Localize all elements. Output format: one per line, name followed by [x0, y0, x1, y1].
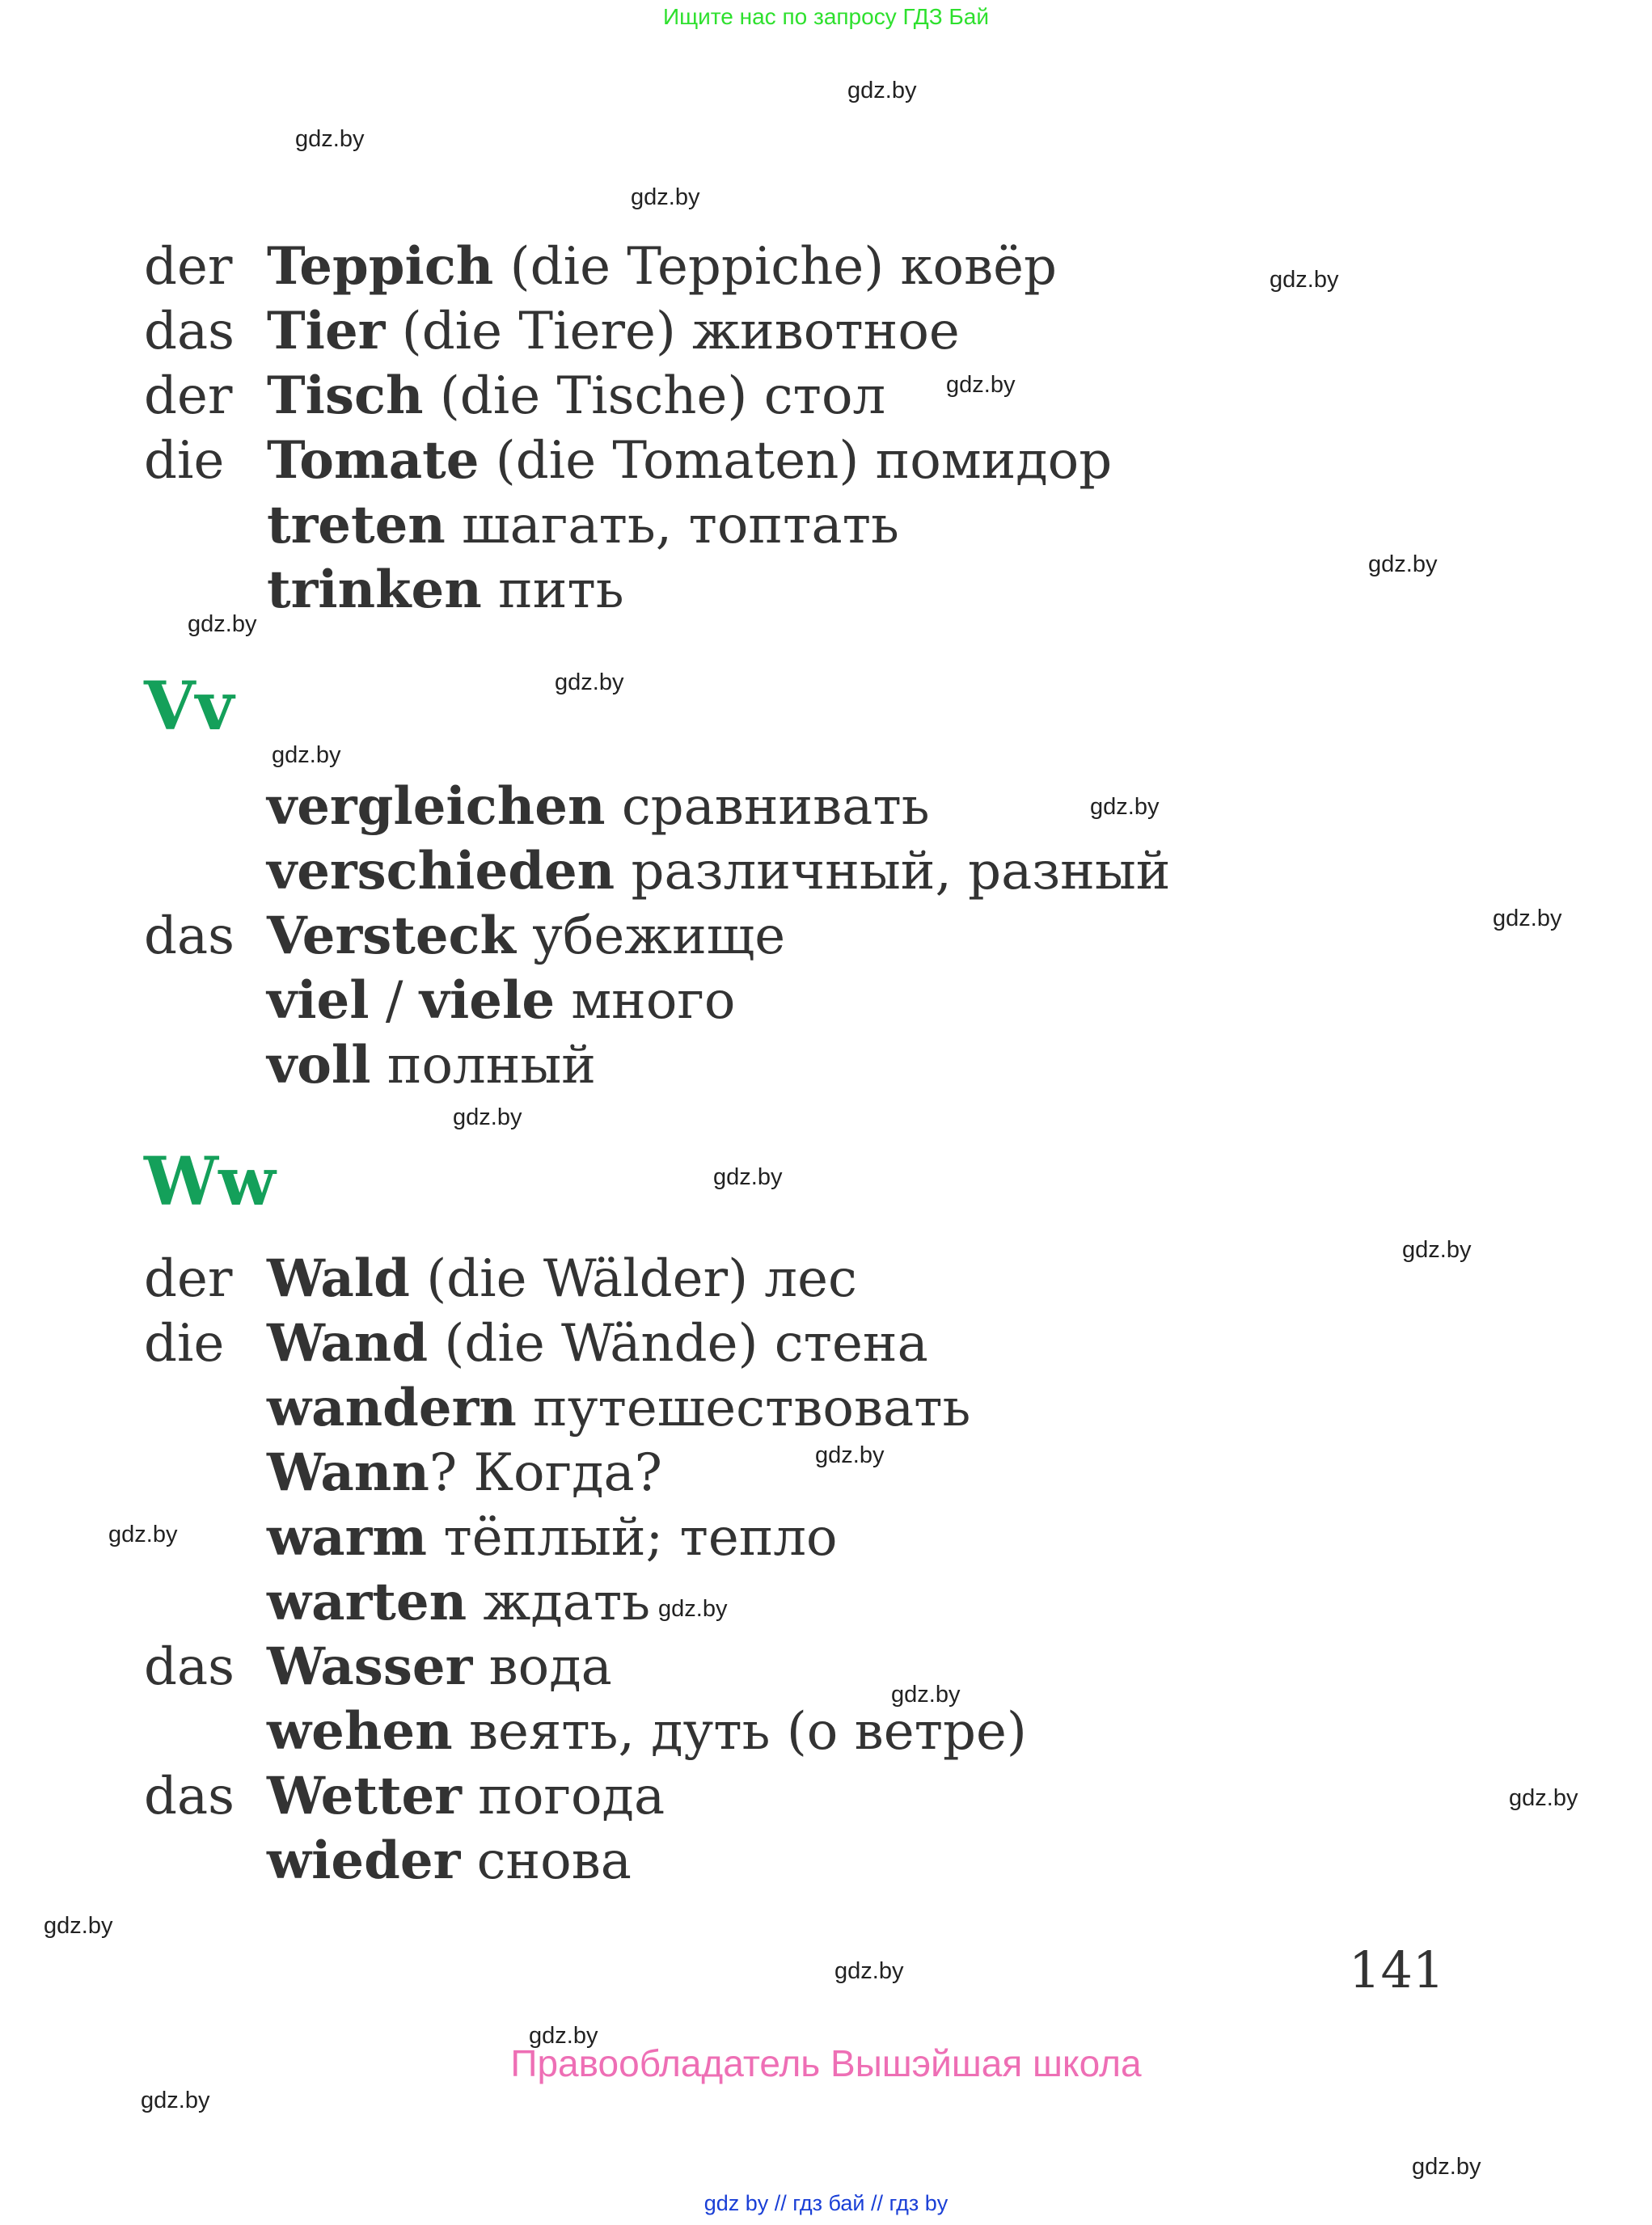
watermark: gdz.by: [946, 372, 1016, 398]
entry-text: [267, 1505, 838, 1570]
entry-translation: (die Teppiche) ковёр: [493, 237, 1057, 297]
entry-translation: (die Tische) стол: [423, 366, 886, 426]
watermark: gdz.by: [1270, 267, 1339, 293]
watermark: gdz.by: [815, 1442, 885, 1468]
copyright-notice: Правообладатель Вышэйшая школа: [510, 2042, 1142, 2084]
vocab-entry: [0, 234, 1652, 299]
top-banner[interactable]: Ищите нас по запросу ГДЗ Бай: [662, 4, 990, 29]
watermark: gdz.by: [453, 1104, 522, 1130]
entry-article: die: [144, 431, 225, 491]
entry-translation: пить: [481, 560, 624, 620]
watermark: gdz.by: [529, 2023, 598, 2049]
entry-word: Teppich: [267, 236, 494, 297]
section-letter-heading: Ww: [144, 1143, 276, 1221]
vocab-entry: [0, 558, 1652, 623]
entry-word: voll: [267, 1035, 371, 1096]
entry-word: Wald: [267, 1248, 410, 1309]
entry-article: das: [144, 302, 234, 361]
entry-word: wieder: [267, 1830, 461, 1891]
entry-text: [267, 1764, 665, 1829]
entry-word: wehen: [267, 1701, 453, 1762]
entry-translation: ждать: [467, 1573, 651, 1632]
entry-text: [267, 1829, 632, 1894]
entry-word: Wasser: [267, 1636, 473, 1697]
entry-word: Tomate: [267, 430, 480, 491]
vocab-entry: [0, 775, 1652, 839]
vocab-entry: [0, 1311, 1652, 1376]
watermark: gdz.by: [1090, 794, 1160, 820]
entry-translation: снова: [460, 1831, 632, 1891]
watermark: gdz.by: [1402, 1237, 1472, 1263]
entry-text: [267, 429, 1112, 493]
entry-article: der: [144, 366, 233, 426]
vocab-entry: [0, 1033, 1652, 1098]
entry-word: viel: [267, 970, 370, 1031]
vocab-entry: [0, 1829, 1652, 1894]
entry-text: [267, 299, 960, 364]
vocab-entry: [0, 1764, 1652, 1829]
vocab-entry: [0, 969, 1652, 1033]
entry-word: warm: [267, 1507, 427, 1568]
entry-word: Tier: [267, 301, 386, 361]
entry-article: der: [144, 237, 233, 297]
vocab-entry: [0, 1441, 1652, 1505]
bottom-links[interactable]: gdz by // гдз бай // гдз by: [703, 2191, 949, 2215]
entry-text: [267, 558, 624, 623]
entry-text: [267, 839, 1170, 904]
vocab-entry: [0, 1505, 1652, 1570]
entry-translation: тёплый; тепло: [427, 1508, 838, 1568]
entry-article: das: [144, 1637, 234, 1697]
entry-article: die: [144, 1314, 225, 1374]
entry-word: verschieden: [267, 841, 615, 901]
entry-text: [267, 1311, 928, 1376]
vocab-entry: [0, 299, 1652, 364]
entry-translation: (die Wände) стена: [428, 1314, 928, 1374]
watermark: gdz.by: [1368, 551, 1438, 577]
watermark: gdz.by: [141, 2088, 210, 2113]
watermark: gdz.by: [1509, 1785, 1578, 1811]
watermark: gdz.by: [1493, 906, 1562, 931]
entry-text: [267, 1247, 857, 1311]
entry-text: [267, 1570, 650, 1635]
entry-translation: веять, дуть (о ветре): [452, 1702, 1027, 1762]
entry-article: das: [144, 906, 234, 966]
watermark: gdz.by: [847, 78, 917, 103]
entry-word: Wann: [267, 1442, 429, 1503]
entry-text: [267, 364, 885, 429]
entry-translation: убежище: [515, 906, 786, 966]
entry-translation: погода: [461, 1767, 665, 1826]
watermark: gdz.by: [658, 1596, 728, 1622]
entry-article: das: [144, 1767, 234, 1826]
entry-word: wandern: [267, 1378, 517, 1438]
entry-translation: полный: [370, 1036, 596, 1096]
entry-text: [267, 234, 1057, 299]
vocab-entry: [0, 1570, 1652, 1635]
watermark: gdz.by: [631, 184, 700, 210]
watermark: gdz.by: [891, 1682, 961, 1708]
watermark: gdz.by: [834, 1958, 904, 1984]
watermark: gdz.by: [295, 126, 365, 152]
entry-translation: путешествовать: [516, 1378, 971, 1438]
entry-separator: /: [369, 971, 420, 1031]
entry-translation: вода: [472, 1637, 612, 1697]
entry-translation: (die Tomaten) помидор: [479, 431, 1113, 491]
vocab-entry: [0, 1247, 1652, 1311]
vocab-entry: [0, 1635, 1652, 1699]
entry-translation: ? Когда?: [429, 1443, 662, 1503]
page-number: 141: [1349, 1940, 1445, 1999]
entry-text: [267, 775, 930, 839]
vocab-entry: [0, 839, 1652, 904]
entry-word: warten: [267, 1572, 467, 1632]
watermark: gdz.by: [713, 1164, 783, 1190]
entry-word: Versteck: [267, 906, 516, 966]
entry-text: [267, 1441, 662, 1505]
vocab-entry: [0, 429, 1652, 493]
entry-text: [267, 904, 785, 969]
entry-translation: шагать, топтать: [445, 496, 899, 555]
entry-text: [267, 1376, 970, 1441]
watermark: gdz.by: [555, 669, 624, 695]
vocab-entry: [0, 1699, 1652, 1764]
entry-article: der: [144, 1249, 233, 1309]
entry-word: Wand: [267, 1313, 429, 1374]
entry-word: trinken: [267, 559, 482, 620]
entry-translation: различный, разный: [615, 842, 1171, 901]
watermark: gdz.by: [188, 611, 257, 637]
entry-translation: (die Tiere) животное: [385, 302, 960, 361]
entry-text: [267, 1635, 612, 1699]
entry-text: [267, 1033, 596, 1098]
entry-word: treten: [267, 495, 446, 555]
watermark: gdz.by: [108, 1522, 178, 1547]
entry-text: [267, 1699, 1027, 1764]
entry-translation: много: [555, 971, 736, 1031]
vocab-entry: [0, 493, 1652, 558]
entry-word: viele: [419, 970, 556, 1031]
entry-text: [267, 969, 735, 1033]
vocab-entry: [0, 364, 1652, 429]
entry-word: Wetter: [267, 1766, 462, 1826]
watermark: gdz.by: [1412, 2154, 1481, 2180]
entry-word: Tisch: [267, 365, 424, 426]
watermark: gdz.by: [272, 742, 341, 768]
vocab-entry: [0, 1376, 1652, 1441]
entry-word: vergleichen: [267, 776, 606, 837]
entry-translation: (die Wälder) лес: [409, 1249, 857, 1309]
watermark: gdz.by: [44, 1913, 113, 1939]
vocab-entry: [0, 904, 1652, 969]
section-letter-heading: Vv: [144, 668, 234, 745]
entry-translation: сравнивать: [605, 777, 930, 837]
entry-text: [267, 493, 899, 558]
